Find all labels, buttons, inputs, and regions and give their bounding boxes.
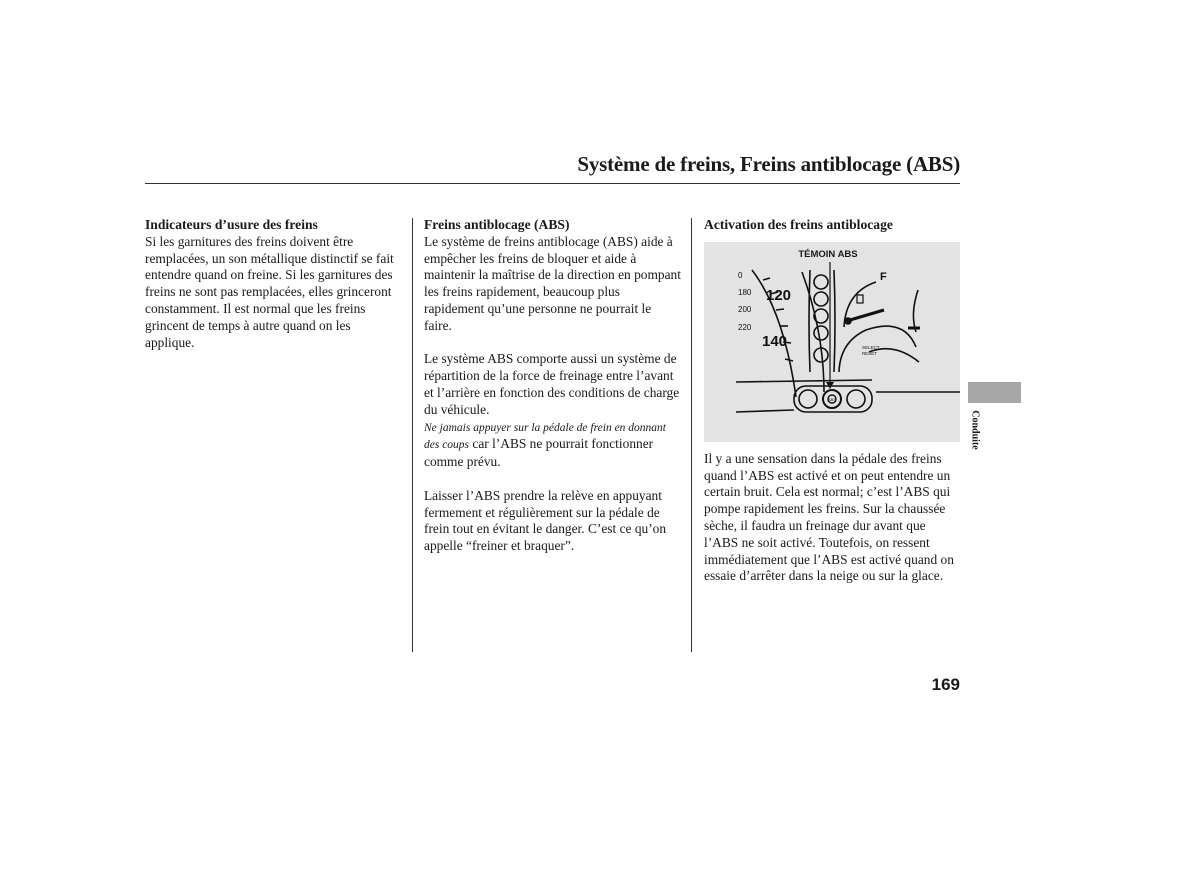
tick-mark (776, 309, 784, 310)
column-brake-wear (145, 217, 403, 351)
page-title: Système de freins, Freins antiblocage (ABS) (577, 152, 960, 176)
reset-label: RESET (862, 351, 878, 356)
indicator-light (814, 292, 828, 306)
tick-mark (763, 278, 770, 280)
panel-line (736, 380, 872, 382)
fuel-pump-icon (857, 295, 863, 303)
abs-heading: Freins antiblocage (ABS) (424, 217, 570, 232)
abs-paragraph-3 (424, 419, 682, 471)
column-divider (691, 218, 692, 652)
cluster-button (847, 390, 865, 408)
brake-wear-paragraph: Si les garnitures des freins doivent être remplacées, un son métallique distinctif se fait entendre quand on freine. Si les garnitures des freins ne sont pas remplacées, elles grinceront constamment. Il est normal que les freins grincent de temps à autre quand on les applique. (145, 233, 394, 350)
indicator-light (814, 275, 828, 289)
speed-label-large: 140 (762, 333, 788, 350)
tick-mark (785, 359, 793, 361)
abs-warning-text: Ne jamais appuyer sur la pédale de frein en donnant des coups (424, 421, 666, 452)
section-tab (968, 382, 1021, 403)
needle-hub (845, 318, 851, 324)
abs-paragraph-2: Le système ABS comporte aussi un système de répartition de la force de freinage entre l’avant et l’arrière en fonction des conditions de charge du véhicule. (424, 351, 680, 417)
abs-paragraph-4: Laisser l’ABS prendre la relève en appuyant fermement et régulièrement sur la pédale de frein tout en évitant le danger. C’est ce qu’on appelle “freiner et braquer”. (424, 487, 667, 554)
title-rule (145, 183, 960, 184)
abs-indicator-figure (704, 242, 960, 442)
instrument-cluster-illustration (704, 242, 960, 442)
speed-label-small: 0 (738, 271, 743, 280)
speed-label-small: 200 (738, 305, 752, 314)
temperature-gauge-arc (913, 290, 918, 332)
indicator-light (814, 326, 828, 340)
column-abs (424, 217, 682, 555)
speed-label-small: 220 (738, 323, 752, 332)
abs-paragraph-3-tail: car l’ABS ne pourrait fonctionner comme prévu. (424, 436, 654, 470)
activation-heading: Activation des freins antiblocage (704, 217, 893, 232)
page-number: 169 (931, 675, 960, 694)
column-divider (412, 218, 413, 652)
brake-wear-heading: Indicateurs d’usure des freins (145, 217, 318, 232)
cluster-button (799, 390, 817, 408)
indicator-bezel (834, 270, 835, 372)
select-label: SELECT (862, 345, 880, 350)
indicator-bezel (809, 270, 810, 372)
figure-caption: TÉMOIN ABS (798, 249, 858, 260)
panel-line (736, 410, 794, 412)
section-label: Conduite (969, 410, 981, 450)
abs-paragraph-1: Le système de freins antiblocage (ABS) aide à empêcher les freins de bloquer et aide à maintenir la maîtrise de la direction en pompant les freins rapidement, beaucoup plus rapidement qu’une personne ne pourrait le faire. (424, 233, 681, 333)
indicator-light (814, 309, 828, 323)
speed-label-small: 180 (738, 288, 752, 297)
abs-symbol-text: ABS (827, 397, 837, 402)
speed-label-large: 120 (766, 287, 792, 304)
activation-paragraph: Il y a une sensation dans la pédale des freins quand l’ABS est activé et on peut entendre un certain bruit. Cela est normal; c’est l’ABS qui pompe rapidement les freins. Sur la chaussée sèche, il faudra un freinage dur avant que l’ABS ne soit activé. Toutefois, on ressent immédiatement que l’ABS est activé quand on essaie d’arrêter dans la neige ou sur la glace. (704, 450, 954, 584)
fuel-needle (850, 310, 884, 320)
fuel-full-label: F (880, 271, 887, 283)
speedometer-inner-arc (802, 272, 824, 392)
